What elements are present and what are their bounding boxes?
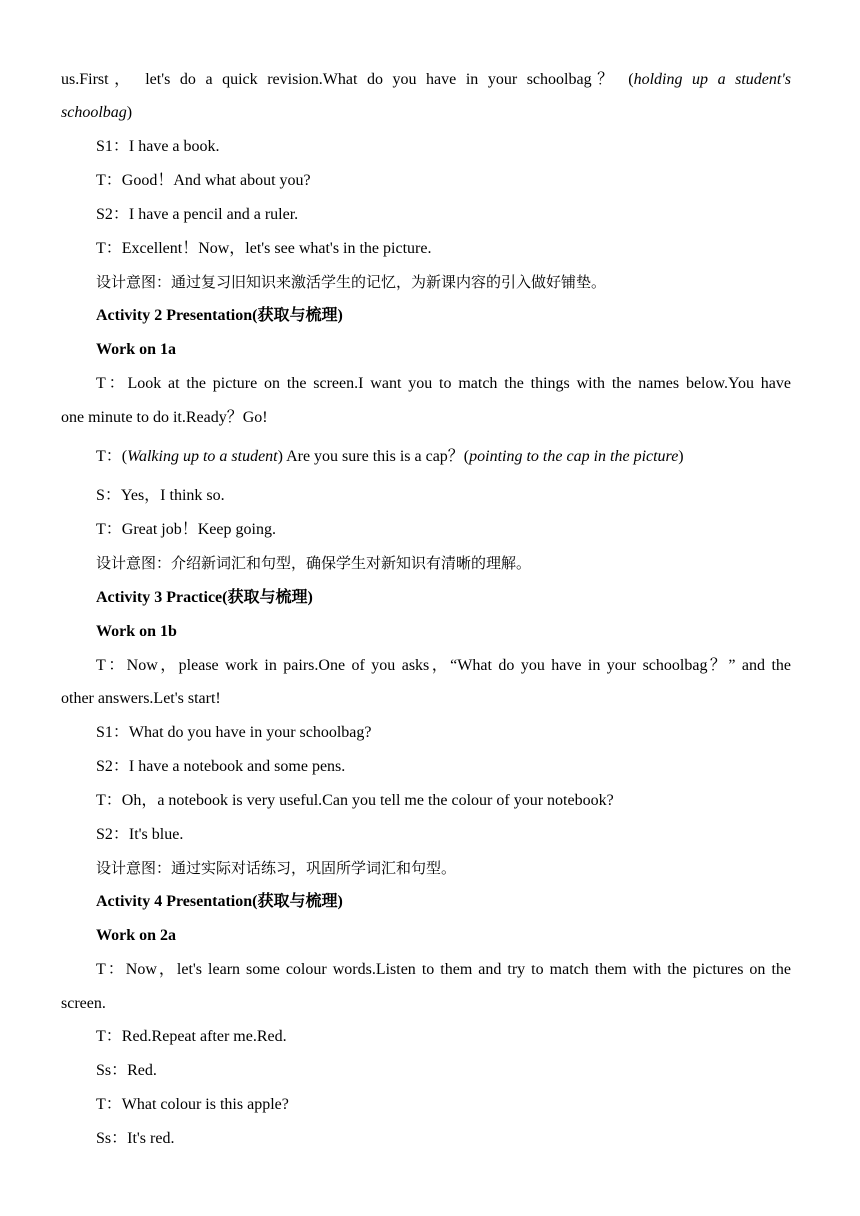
task-heading: Work on 1b bbox=[96, 623, 177, 640]
dialogue-line: S2：It's blue. bbox=[96, 826, 184, 843]
dialogue-line: T：Look at the picture on the screen.I want you to match the things with the names below.You have bbox=[96, 375, 792, 392]
dialogue-line: S1：I have a book. bbox=[96, 138, 220, 155]
dialogue-line: T：Now，let's learn some colour words.Listen to them and try to match them with the pictures on the bbox=[96, 961, 791, 978]
design-intent-note: 设计意图：通过复习旧知识来激活学生的记忆，为新课内容的引入做好铺垫。 bbox=[96, 273, 607, 291]
dialogue-line: Ss：It's red. bbox=[96, 1130, 175, 1147]
dialogue-line: T：What colour is this apple? bbox=[96, 1096, 289, 1113]
text-run: ) Are you sure this is a cap？( bbox=[277, 448, 470, 465]
paragraph-line bbox=[61, 103, 132, 123]
activity-heading: Activity 2 Presentation(获取与梳理) bbox=[96, 307, 343, 324]
stage-direction: Walking up to a student bbox=[127, 448, 278, 465]
task-heading: Work on 1a bbox=[96, 341, 177, 358]
activity-heading: Activity 3 Practice(获取与梳理) bbox=[96, 589, 313, 606]
dialogue-line-continued: one minute to do it.Ready？Go! bbox=[61, 409, 268, 426]
dialogue-line: S2：I have a pencil and a ruler. bbox=[96, 206, 299, 223]
dialogue-line: S2：I have a notebook and some pens. bbox=[96, 758, 346, 775]
text-run: ) bbox=[126, 104, 133, 121]
dialogue-line bbox=[96, 447, 684, 467]
dialogue-line: T：Excellent！Now，let's see what's in the picture. bbox=[96, 240, 432, 257]
dialogue-line: S：Yes，I think so. bbox=[96, 487, 225, 504]
task-heading: Work on 2a bbox=[96, 927, 177, 944]
dialogue-line: T：Red.Repeat after me.Red. bbox=[96, 1028, 287, 1045]
stage-direction: holding up a student's bbox=[633, 71, 791, 88]
dialogue-line: T：Oh，a notebook is very useful.Can you tell me the colour of your notebook? bbox=[96, 792, 614, 809]
dialogue-line: S1：What do you have in your schoolbag? bbox=[96, 724, 372, 741]
dialogue-line: Ss：Red. bbox=[96, 1062, 157, 1079]
stage-direction: schoolbag bbox=[61, 104, 127, 121]
dialogue-line: T：Now，please work in pairs.One of you asks，“What do you have in your schoolbag？” and the bbox=[96, 657, 791, 674]
design-intent-note: 设计意图：通过实际对话练习，巩固所学词汇和句型。 bbox=[96, 859, 457, 877]
dialogue-line-continued: screen. bbox=[61, 995, 106, 1012]
text-run: T：( bbox=[96, 448, 128, 465]
text-run: ) bbox=[678, 448, 684, 465]
paragraph-line bbox=[61, 70, 791, 90]
dialogue-line-continued: other answers.Let's start! bbox=[61, 690, 221, 707]
dialogue-line: T：Great job！Keep going. bbox=[96, 521, 276, 538]
dialogue-line: T：Good！And what about you? bbox=[96, 172, 311, 189]
activity-heading: Activity 4 Presentation(获取与梳理) bbox=[96, 893, 343, 910]
stage-direction: pointing to the cap in the picture bbox=[469, 448, 679, 465]
text-run: us.First， let's do a quick revision.What do you have in your schoolbag？ ( bbox=[61, 71, 634, 88]
design-intent-note: 设计意图：介绍新词汇和句型，确保学生对新知识有清晰的理解。 bbox=[96, 554, 532, 572]
